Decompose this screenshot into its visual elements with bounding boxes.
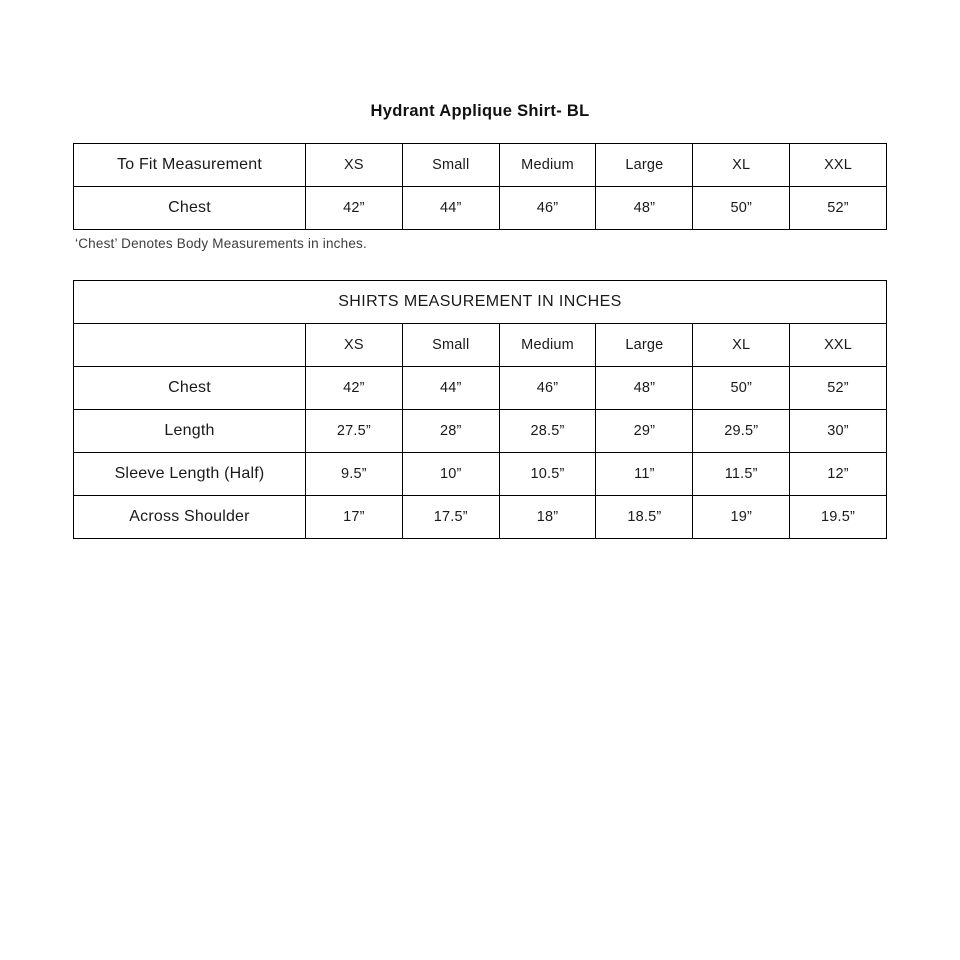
row-label-chest: Chest (74, 187, 306, 230)
cell-value: 48” (596, 367, 693, 410)
cell-value: 28” (402, 410, 499, 453)
column-header-medium: Medium (499, 144, 596, 187)
cell-value: 52” (790, 367, 887, 410)
cell-value: 46” (499, 187, 596, 230)
page-title: Hydrant Applique Shirt- BL (370, 102, 590, 120)
table-row (74, 281, 887, 324)
table-row (74, 324, 887, 367)
cell-value: 44” (402, 367, 499, 410)
cell-value: 29” (596, 410, 693, 453)
column-header-small: Small (402, 144, 499, 187)
chest-note: ‘Chest’ Denotes Body Measurements in inches. (75, 236, 367, 251)
cell-value: 42” (306, 187, 403, 230)
cell-value: 11” (596, 453, 693, 496)
row-label-sleeve-length: Sleeve Length (Half) (74, 453, 306, 496)
row-label-chest: Chest (74, 367, 306, 410)
empty-cell (74, 324, 306, 367)
cell-value: 17.5” (402, 496, 499, 539)
cell-value: 50” (693, 367, 790, 410)
column-header-xl: XL (693, 144, 790, 187)
size-header-small: Small (402, 324, 499, 367)
table-row (74, 367, 887, 410)
size-header-large: Large (596, 324, 693, 367)
cell-value: 44” (402, 187, 499, 230)
cell-value: 50” (693, 187, 790, 230)
table-row (74, 496, 887, 539)
cell-value: 42” (306, 367, 403, 410)
size-header-xxl: XXL (790, 324, 887, 367)
fit-measurement-table (73, 143, 887, 230)
cell-value: 30” (790, 410, 887, 453)
cell-value: 9.5” (306, 453, 403, 496)
column-header-xxl: XXL (790, 144, 887, 187)
cell-value: 11.5” (693, 453, 790, 496)
cell-value: 17” (306, 496, 403, 539)
column-header-large: Large (596, 144, 693, 187)
table-title: SHIRTS MEASUREMENT IN INCHES (74, 281, 887, 324)
table-row (74, 410, 887, 453)
size-header-medium: Medium (499, 324, 596, 367)
table-row (74, 453, 887, 496)
size-chart-page (73, 0, 887, 539)
row-label-length: Length (74, 410, 306, 453)
size-header-xl: XL (693, 324, 790, 367)
row-label-across-shoulder: Across Shoulder (74, 496, 306, 539)
cell-value: 46” (499, 367, 596, 410)
cell-value: 18.5” (596, 496, 693, 539)
cell-value: 18” (499, 496, 596, 539)
cell-value: 19” (693, 496, 790, 539)
cell-value: 29.5” (693, 410, 790, 453)
table-row (74, 187, 887, 230)
cell-value: 12” (790, 453, 887, 496)
cell-value: 27.5” (306, 410, 403, 453)
cell-value: 52” (790, 187, 887, 230)
cell-value: 10” (402, 453, 499, 496)
column-header-to-fit-measurement: To Fit Measurement (74, 144, 306, 187)
size-header-xs: XS (306, 324, 403, 367)
cell-value: 10.5” (499, 453, 596, 496)
cell-value: 28.5” (499, 410, 596, 453)
column-header-xs: XS (306, 144, 403, 187)
table-row (74, 144, 887, 187)
shirts-measurement-table (73, 280, 887, 539)
cell-value: 19.5” (790, 496, 887, 539)
cell-value: 48” (596, 187, 693, 230)
